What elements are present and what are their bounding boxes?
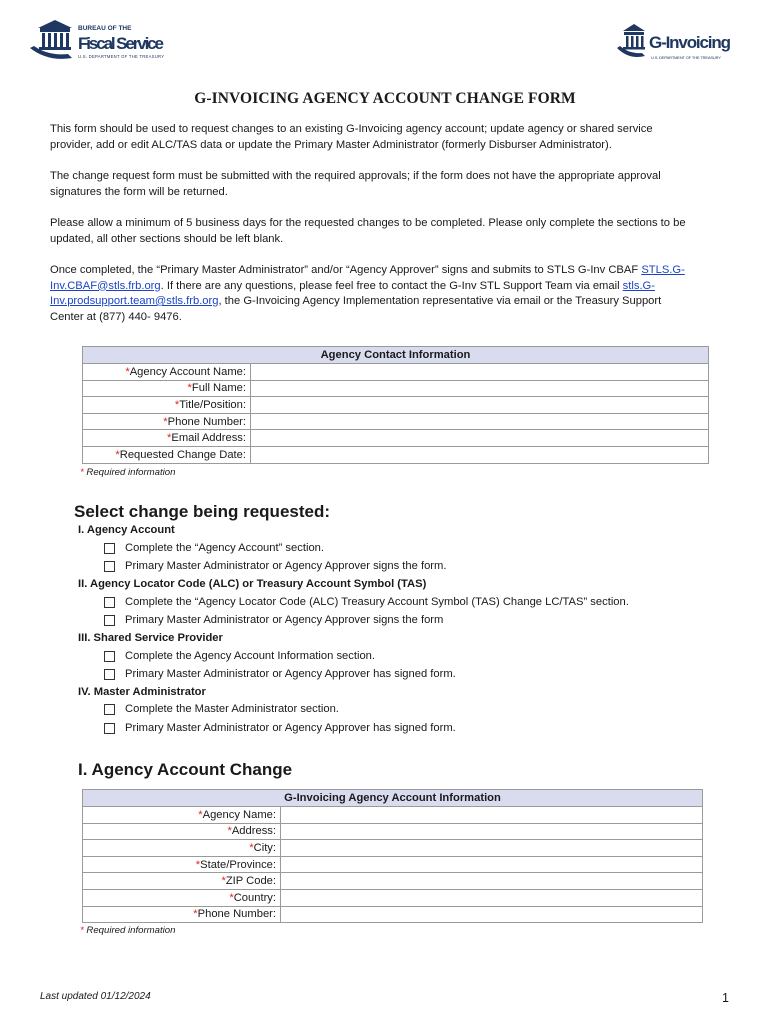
field-label: Country: xyxy=(233,891,276,904)
section-agency-account: I. Agency Account xyxy=(78,524,175,536)
agency-phone-number-input[interactable] xyxy=(281,906,703,923)
state-province-input[interactable] xyxy=(281,856,703,873)
agency-account-change-heading: I. Agency Account Change xyxy=(78,760,293,779)
checkbox-item[interactable] xyxy=(104,703,339,715)
checkbox-item[interactable] xyxy=(104,560,446,572)
intro-text-a: Once completed, the “Primary Master Administrator” and/or “Agency Approver” signs and submits to STLS G-Inv CBAF xyxy=(50,264,642,276)
required-asterisk: * xyxy=(174,398,180,411)
checkbox[interactable] xyxy=(104,651,115,662)
g-invoicing-logo xyxy=(615,22,735,64)
agency-account-info-table xyxy=(82,789,703,923)
requested-change-date-input[interactable] xyxy=(251,446,709,463)
table-row xyxy=(83,430,709,447)
checkbox[interactable] xyxy=(104,704,115,715)
checkbox-label: Primary Master Administrator or Agency Approver has signed form. xyxy=(125,668,456,680)
field-label: ZIP Code: xyxy=(225,875,276,888)
title-position-input[interactable] xyxy=(251,397,709,414)
required-asterisk: * xyxy=(229,891,234,904)
table-row xyxy=(83,446,709,463)
checkbox-label: Primary Master Administrator or Agency Approver signs the form xyxy=(125,614,444,626)
logo-line3: U.S. DEPARTMENT OF THE TREASURY xyxy=(78,54,164,59)
checkbox-label: Complete the “Agency Locator Code (ALC) Treasury Account Symbol (TAS) Change LC/TAS” section. xyxy=(125,596,629,608)
required-asterisk: * xyxy=(115,448,120,461)
intro-text-b: . If there are any questions, please feel free to contact the G-Inv STL Support Team via email xyxy=(160,279,623,292)
logo-name: G-Invoicing xyxy=(649,33,731,52)
required-info-note xyxy=(80,925,175,936)
intro-paragraph-3: Please allow a minimum of 5 business days for the requested changes to be completed. Please only complete the sections to be updated, all other sections should be left blank. xyxy=(50,217,686,245)
fiscal-service-logo xyxy=(28,18,168,64)
select-change-heading: Select change being requested: xyxy=(74,502,331,521)
table-row xyxy=(83,873,703,890)
treasury-building-icon xyxy=(30,20,72,59)
table-row xyxy=(83,840,703,857)
treasury-building-icon xyxy=(617,24,645,57)
table-row xyxy=(83,380,709,397)
section-alc-tas: II. Agency Locator Code (ALC) or Treasury Account Symbol (TAS) xyxy=(78,578,427,590)
field-label: Phone Number: xyxy=(167,415,246,428)
required-asterisk: * xyxy=(167,432,172,445)
required-asterisk: * xyxy=(195,858,201,871)
agency-contact-table xyxy=(82,346,709,464)
checkbox[interactable] xyxy=(104,543,115,554)
zip-code-input[interactable] xyxy=(281,873,703,890)
email-address-input[interactable] xyxy=(251,430,709,447)
agency-account-name-input[interactable] xyxy=(251,364,709,381)
support-email-link[interactable]: stls.G-Inv.prodsupport.team@stls.frb.org xyxy=(50,279,655,307)
required-note-text: Required information xyxy=(86,467,176,478)
logo-line2: Fiscal Service xyxy=(78,34,164,53)
checkbox[interactable] xyxy=(104,615,115,626)
agency-contact-header: Agency Contact Information xyxy=(83,347,709,364)
required-asterisk: * xyxy=(193,908,198,921)
table-row xyxy=(83,397,709,414)
table-row xyxy=(83,807,703,824)
required-asterisk: * xyxy=(80,925,84,936)
checkbox-item[interactable] xyxy=(104,542,324,554)
required-info-note xyxy=(80,467,175,478)
cbaf-email-link[interactable]: STLS.G-Inv.CBAF@stls.frb.org xyxy=(50,264,685,292)
table-row xyxy=(83,823,703,840)
field-label: Address: xyxy=(231,825,276,838)
field-label: Agency Account Name: xyxy=(129,365,246,378)
checkbox[interactable] xyxy=(104,561,115,572)
agency-account-info-header: G-Invoicing Agency Account Information xyxy=(83,790,703,807)
required-asterisk: * xyxy=(221,875,226,888)
country-input[interactable] xyxy=(281,889,703,906)
field-label: Agency Name: xyxy=(202,808,276,821)
required-asterisk: * xyxy=(163,415,168,428)
address-input[interactable] xyxy=(281,823,703,840)
checkbox-item[interactable] xyxy=(104,596,629,608)
field-label: Title/Position: xyxy=(179,398,246,411)
form-title: G-INVOICING AGENCY ACCOUNT CHANGE FORM xyxy=(194,90,576,107)
section-master-administrator: IV. Master Administrator xyxy=(78,686,206,698)
city-input[interactable] xyxy=(281,840,703,857)
intro-text-c: , the G-Invoicing Agency Implementation representative via email or the Treasury Support Center at (877) 440- 9476. xyxy=(50,295,662,323)
table-row xyxy=(83,364,709,381)
checkbox-label: Primary Master Administrator or Agency Approver has signed form. xyxy=(125,722,456,734)
logo-tagline: U.S. DEPARTMENT OF THE TREASURY xyxy=(651,55,721,60)
field-label: City: xyxy=(253,841,276,854)
checkbox-label: Complete the Master Administrator section. xyxy=(125,703,339,715)
field-label: State/Province: xyxy=(200,858,276,871)
table-row xyxy=(83,889,703,906)
field-label: Full Name: xyxy=(191,382,246,395)
phone-number-input[interactable] xyxy=(251,413,709,430)
table-row xyxy=(83,413,709,430)
section-shared-service-provider: III. Shared Service Provider xyxy=(78,632,223,644)
checkbox-item[interactable] xyxy=(104,668,456,680)
intro-paragraph-2: The change request form must be submitted with the required approvals; if the form does not have the appropriate approval signatures the form will be returned. xyxy=(50,170,661,198)
field-label: Email Address: xyxy=(171,432,246,445)
checkbox-item[interactable] xyxy=(104,722,456,734)
checkbox-item[interactable] xyxy=(104,650,375,662)
checkbox-label: Complete the Agency Account Information section. xyxy=(125,650,375,662)
checkbox[interactable] xyxy=(104,723,115,734)
table-row xyxy=(83,856,703,873)
logo-line1: BUREAU OF THE xyxy=(78,25,132,32)
intro-paragraph-1: This form should be used to request changes to an existing G-Invoicing agency account; update agency or shared service provider, add or edit ALC/TAS data or update the Primary Master Administrator (formerly Disburser Administrator). xyxy=(50,123,653,151)
intro-paragraph-4 xyxy=(50,263,690,325)
checkbox[interactable] xyxy=(104,597,115,608)
agency-name-input[interactable] xyxy=(281,807,703,824)
checkbox[interactable] xyxy=(104,669,115,680)
checkbox-item[interactable] xyxy=(104,614,443,626)
full-name-input[interactable] xyxy=(251,380,709,397)
required-note-text: Required information xyxy=(86,925,176,936)
required-asterisk: * xyxy=(227,825,232,838)
last-updated: Last updated 01/12/2024 xyxy=(40,991,151,1002)
required-asterisk: * xyxy=(80,467,84,478)
required-asterisk: * xyxy=(187,382,192,395)
checkbox-label: Complete the “Agency Account” section. xyxy=(125,542,324,554)
required-asterisk: * xyxy=(198,808,203,821)
checkbox-label: Primary Master Administrator or Agency Approver signs the form. xyxy=(125,560,447,572)
table-row xyxy=(83,906,703,923)
required-asterisk: * xyxy=(249,841,254,854)
field-label: Requested Change Date: xyxy=(119,448,246,461)
field-label: Phone Number: xyxy=(197,908,276,921)
required-asterisk: * xyxy=(125,365,130,378)
page-number: 1 xyxy=(722,991,729,1005)
